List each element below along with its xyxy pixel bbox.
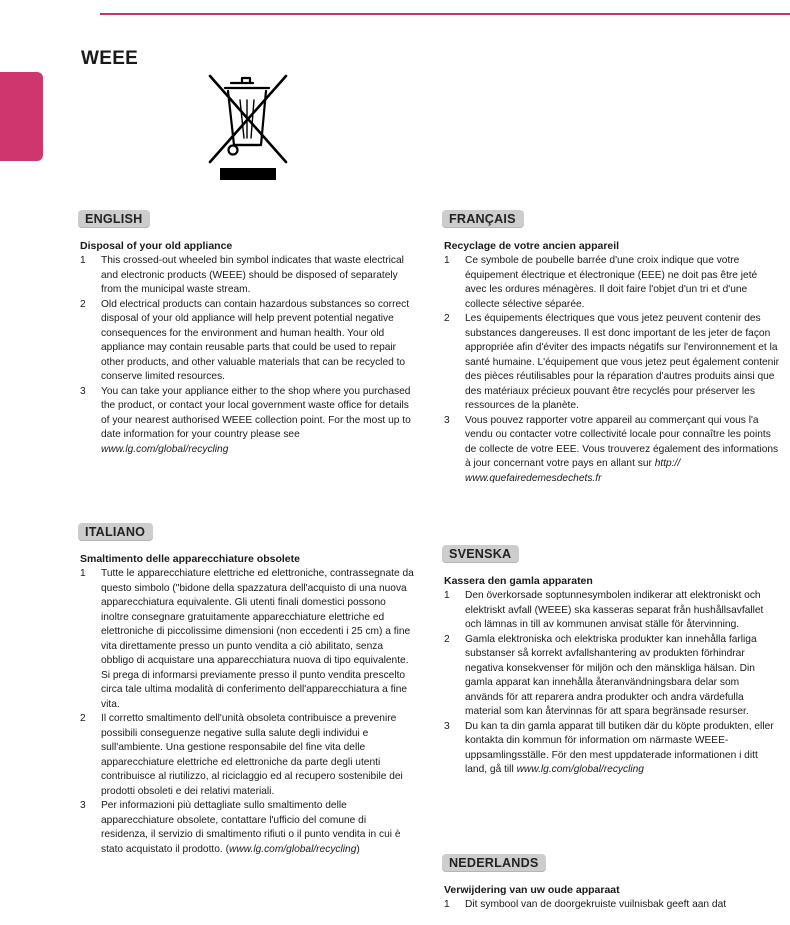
- item-number: 3: [444, 414, 450, 426]
- recycling-url: www.lg.com/global/recycling: [516, 764, 644, 775]
- page-title: WEEE: [81, 48, 139, 69]
- instruction-list: [444, 589, 779, 778]
- item-text: Ce symbole de poubelle barrée d'une croix indique que votre équipement électrique et électronique (EEE) ne doit pas être jeté avec les ordures ménagères. Il doit faire l'objet d'un tri et d'une collecte sélective séparée.: [465, 255, 758, 310]
- list-item: [444, 633, 779, 720]
- list-item: [80, 712, 415, 799]
- instruction-list: [80, 567, 415, 857]
- item-text: Les équipements électriques que vous jetez peuvent contenir des substances dangereuses. Il est donc important de les jeter de façon appropriée afin d'éviter des impacts négatifs sur l'environnement et la santé humaine. L'équipement que vous jetez peut également contenir des pièces réutilisables pour la réparation d'autres produits ainsi que des matériaux précieux pouvant être recyclés pour préserver les ressources de la planète.: [465, 313, 780, 411]
- item-text: Tutte le apparecchiature elettriche ed elettroniche, contrassegnate da questo simbolo ("bidone della spazzatura dell'acquisto di una nuova apparecchiatura equivalente. Gli utenti finali domestici possono inoltre consegnare gratuitamente apparecchiature elettriche ed elettroniche di piccolissime dimensioni (non eccedenti i 25 cm) a fine vita direttamente presso un punto vendita a ciò abilitato, senza obbligo di acquistare una apparecchiatura nuova di tipo equivalente. Si prega di informarsi previamente presso il punto vendita prescelto circa tale ultima modalità di conferimento dell'apparecchiatura a fine vita.: [101, 568, 414, 710]
- item-text: Per informazioni più dettagliate sullo smaltimento delle apparecchiature obsolete, contattare l'ufficio del comune di residenza, il servizio di smaltimento rifiuti o il punto vendita in cui è stato acquistato il prodotto. (: [101, 800, 401, 855]
- item-number: 1: [80, 255, 86, 266]
- recycling-url: http:// www.quefairedemesdechets.fr: [465, 458, 681, 484]
- list-item: [80, 385, 415, 458]
- item-text: You can take your appliance either to the shop where you purchased the product, or contact your local government waste office for details of your nearest authorised WEEE collection point. For the most up to date information for your country please see: [101, 385, 411, 440]
- item-number: 3: [80, 800, 86, 811]
- list-item: [444, 720, 779, 778]
- language-badge: NEDERLANDS: [442, 854, 546, 872]
- list-item: [444, 312, 779, 414]
- section-heading: Smaltimento delle apparecchiature obsolete: [80, 553, 300, 565]
- section-heading: Verwijdering van uw oude apparaat: [444, 884, 620, 896]
- list-item: [444, 254, 779, 312]
- language-badge: FRANÇAIS: [442, 210, 524, 228]
- chapter-side-tab: [0, 72, 43, 161]
- item-text: Den överkorsade soptunnesymbolen indikerar att elektroniskt och elektriskt avfall (WEEE) ska kasseras separat från hushållsavfallet och lämnas in till av kommunen anvisat ställe för återvinning.: [465, 590, 764, 630]
- list-item: [80, 567, 415, 712]
- section-heading: Disposal of your old appliance: [80, 240, 233, 252]
- item-text: Old electrical products can contain hazardous substances so correct disposal of your old appliance will help prevent potential negative consequences for the environment and human health. Your old appliance may contain reusable parts that could be used to repair other products, and other valuable materials that can be recycled to conserve limited resources.: [101, 298, 410, 382]
- item-number: 3: [80, 385, 86, 397]
- item-text-suffix: ): [356, 843, 360, 855]
- language-badge: ITALIANO: [78, 523, 153, 541]
- recycling-url: www.lg.com/global/recycling: [228, 843, 357, 855]
- recycling-url: www.lg.com/global/recycling: [101, 443, 229, 455]
- list-item: [444, 414, 779, 487]
- item-number: 2: [444, 313, 450, 324]
- list-item: [80, 799, 415, 857]
- instruction-list: [444, 898, 779, 913]
- item-text: This crossed-out wheeled bin symbol indicates that waste electrical and electronic products (WEEE) should be disposed of separately from the municipal waste stream.: [101, 255, 404, 295]
- section-francais: [444, 210, 779, 486]
- list-item: [80, 254, 415, 298]
- section-heading: Kassera den gamla apparaten: [444, 575, 593, 587]
- language-badge: ENGLISH: [78, 210, 150, 228]
- instruction-list: [80, 254, 415, 457]
- header-rule: [100, 13, 790, 15]
- section-svenska: [444, 545, 779, 778]
- instruction-list: [444, 254, 779, 486]
- item-number: 2: [80, 713, 86, 724]
- list-item: [80, 298, 415, 385]
- section-italiano: [80, 523, 415, 857]
- list-item: [444, 898, 779, 913]
- section-nederlands: [444, 854, 779, 913]
- item-number: 1: [444, 255, 450, 266]
- section-heading: Recyclage de votre ancien appareil: [444, 240, 620, 252]
- crossed-out-wheelie-bin-icon: [200, 70, 296, 182]
- item-number: 2: [80, 298, 86, 310]
- item-number: 1: [444, 899, 450, 910]
- language-badge: SVENSKA: [442, 545, 519, 563]
- item-text: Vous pouvez rapporter votre appareil au commerçant qui vous l'a vendu ou contacter votre collectivité locale pour connaître les points de collecte de votre EEE. Vous trouverez également des informations à jour concernant votre pays en allant sur: [465, 414, 779, 469]
- item-text: Il corretto smaltimento dell'unità obsoleta contribuisce a prevenire possibili conseguenze negative sulla salute degli individui e sull'ambiente. Una gestione responsabile del fine vita delle apparecchiature elettriche ed elettroniche da parte degli utenti contribuisce al riutilizzo, al riciclaggio ed al recupero sostenibile dei prodotti obsoleti e dei relativi materiali.: [101, 713, 403, 797]
- list-item: [444, 589, 779, 633]
- item-number: 2: [444, 633, 450, 645]
- section-english: [80, 210, 415, 457]
- item-text: Dit symbool van de doorgekruiste vuilnisbak geeft aan dat: [465, 899, 727, 910]
- item-text: Du kan ta din gamla apparat till butiken där du köpte produkten, eller kontakta din kommun för information om närmaste WEEE-uppsamlingsställe. För den mest uppdaterade informationen i ditt land, gå till: [465, 720, 774, 775]
- item-text: Gamla elektroniska och elektriska produkter kan innehålla farliga substanser så korrekt avfallshantering av produkten förhindrar negativa konsekvenser för miljön och den mänskliga hälsan. Din gamla apparat kan innehålla återanvändningsbara delar som används för att reparera andra produkter och andra värdefulla material som kan återvinnas för att spara begränsade resurser.: [465, 633, 757, 717]
- item-number: 3: [444, 720, 450, 732]
- item-number: 1: [80, 568, 86, 579]
- item-number: 1: [444, 590, 450, 601]
